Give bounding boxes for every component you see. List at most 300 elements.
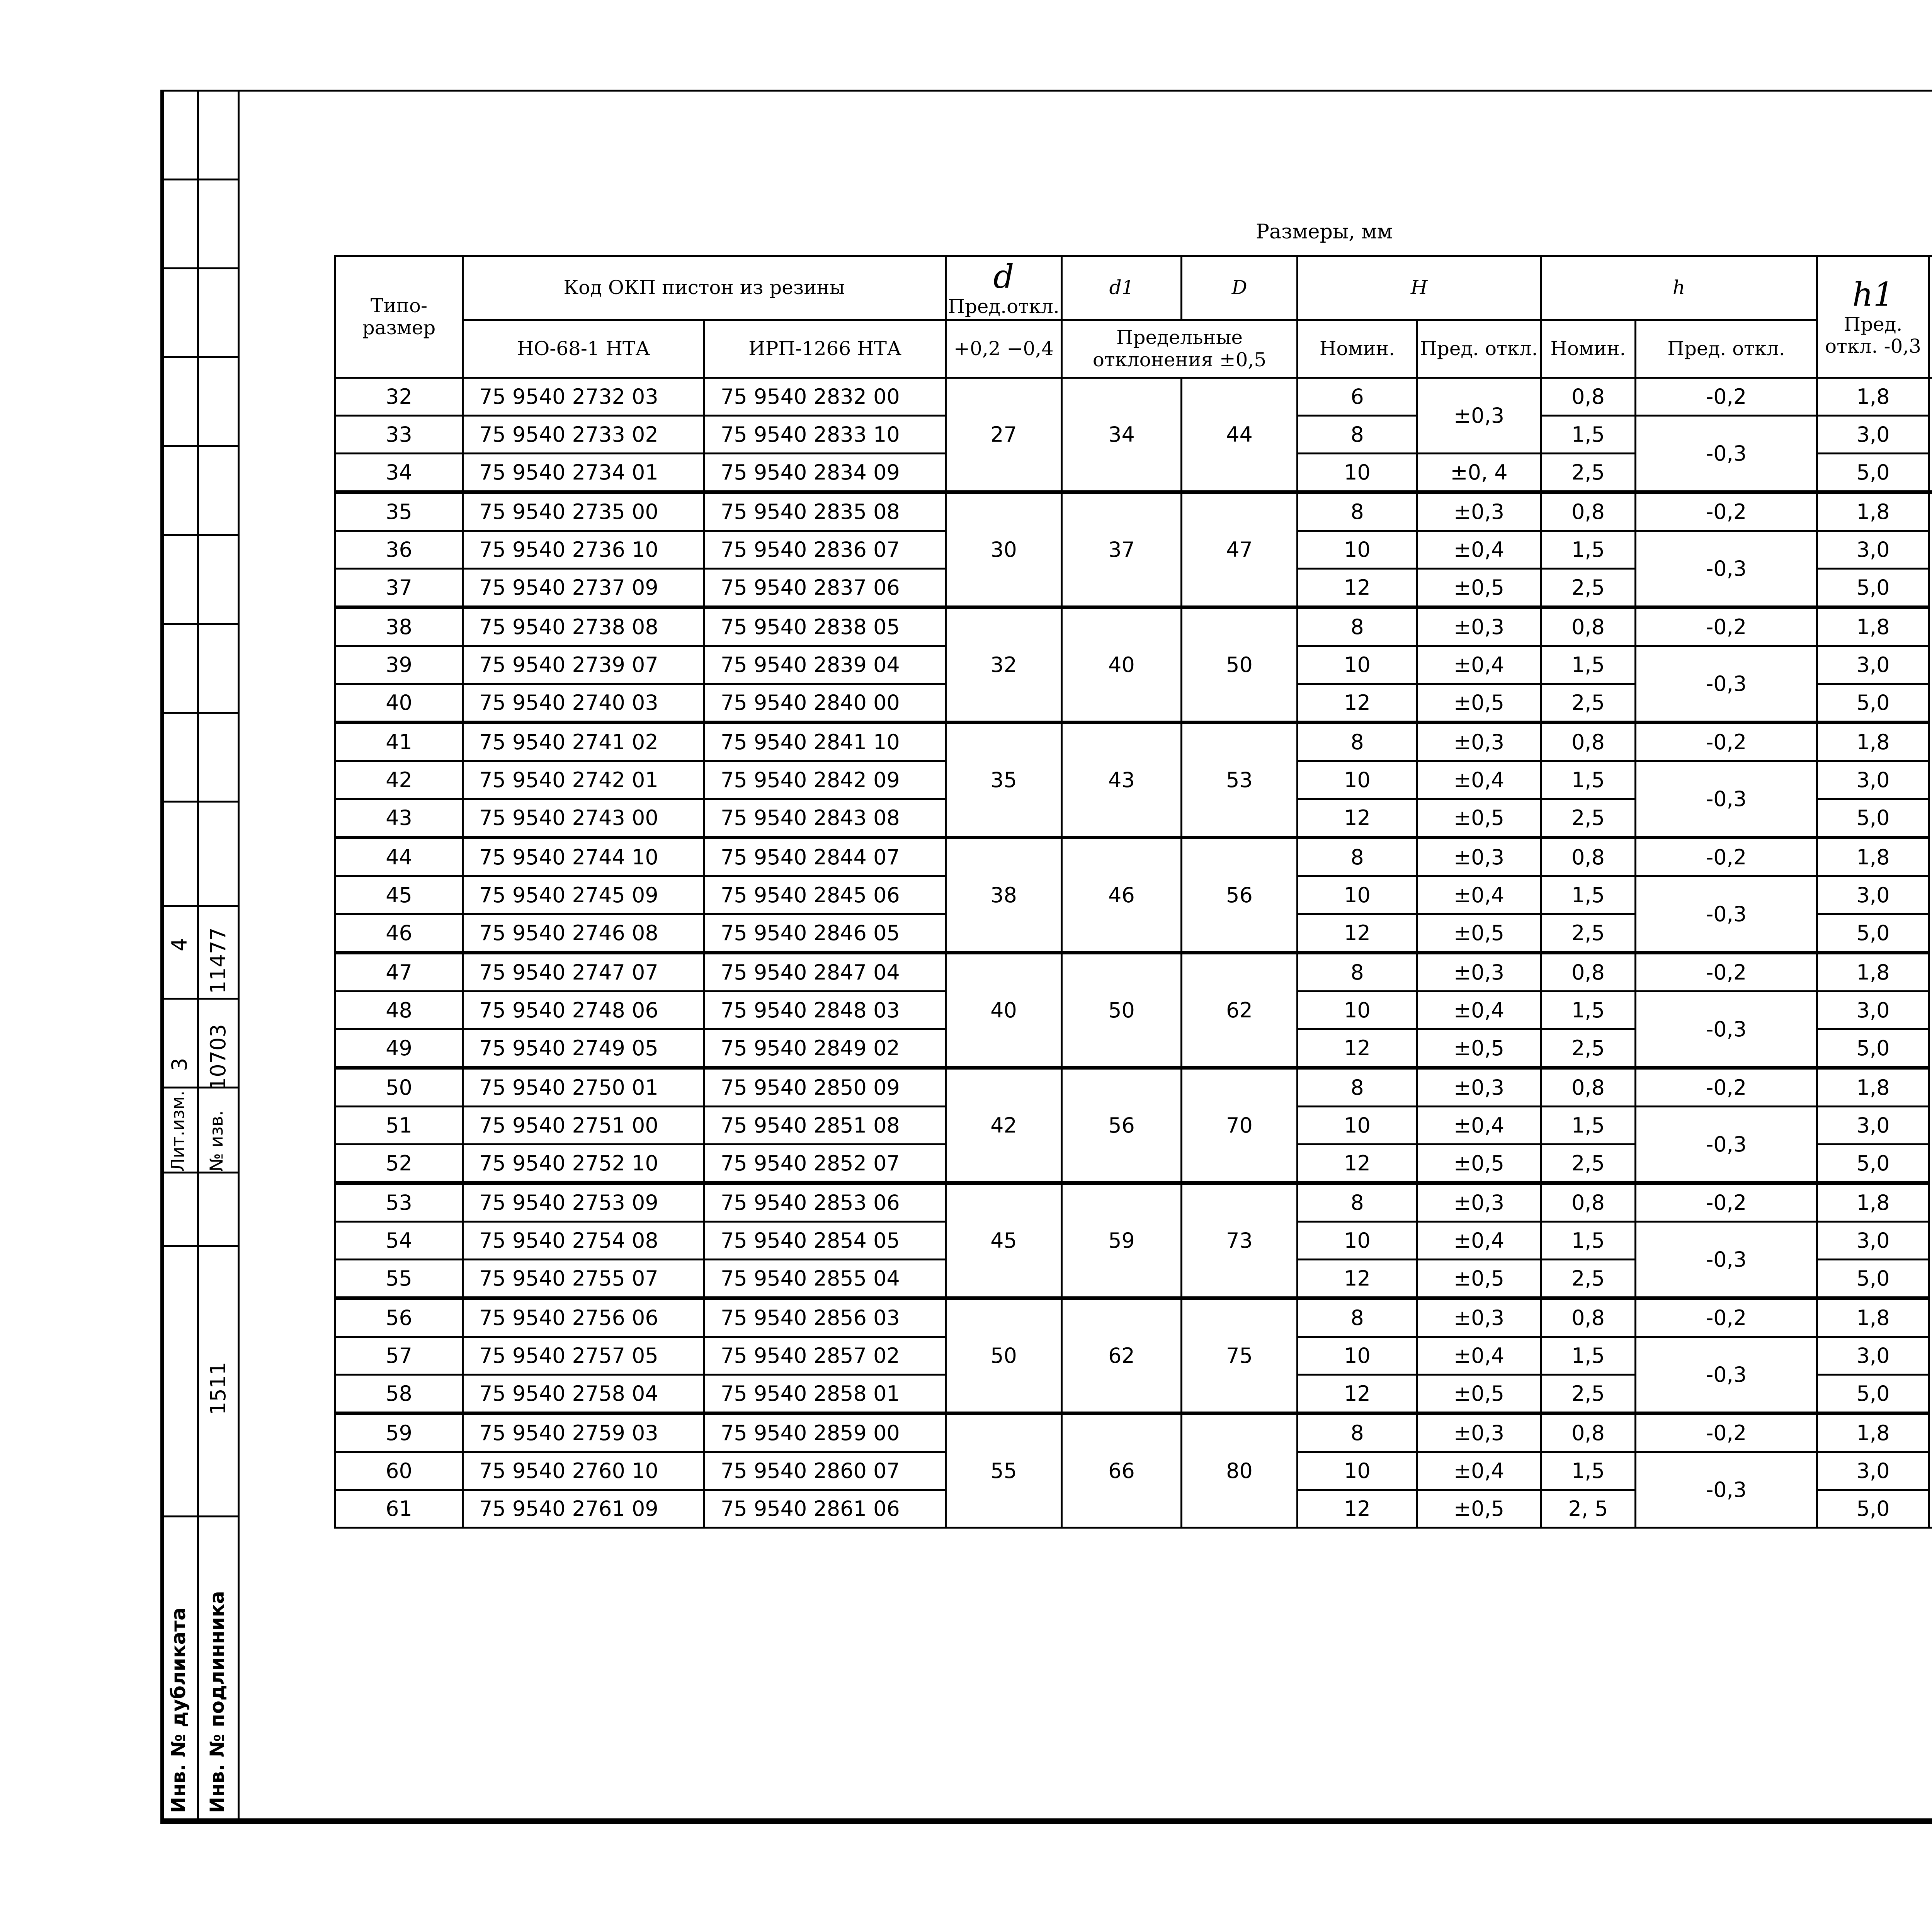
h-tol-cell: -0,2 [1636,1183,1817,1222]
H-tol-cell: ±0,3 [1417,1413,1541,1452]
h1-tol-cell: 3,0 [1817,1337,1929,1375]
okp-code-a-cell: 75 9540 2758 04 [463,1375,704,1413]
header-H-nom: Номин. [1298,320,1417,378]
tiporazmer-cell: 60 [335,1452,463,1490]
h-nom-cell: 2,5 [1541,799,1636,838]
dim-d-cell: 53 [1182,723,1298,838]
stamp-divider [160,534,240,536]
H-tol-cell: ±0,4 [1417,761,1541,799]
h-nom-cell: 0,8 [1541,953,1636,992]
stamp-divider [160,1172,240,1173]
izv-value: 10703 [206,1024,230,1090]
dim-d-cell: 80 [1182,1413,1298,1528]
okp-code-a-cell: 75 9540 2738 08 [463,607,704,646]
H-tol-cell: ±0,4 [1417,1107,1541,1145]
tiporazmer-cell: 59 [335,1413,463,1452]
okp-code-a-cell: 75 9540 2736 10 [463,531,704,569]
H-nom-cell: 12 [1298,1490,1417,1528]
inv-orig-label: Инв. № подлинника [206,1591,228,1813]
H-nom-cell: 8 [1298,1183,1417,1222]
H-nom-cell: 8 [1298,953,1417,992]
h-nom-cell: 2,5 [1541,1145,1636,1183]
okp-code-a-cell: 75 9540 2747 07 [463,953,704,992]
table-row [335,953,1932,992]
H-tol-cell: ±0,3 [1417,1068,1541,1107]
h1-tol-cell: 1,8 [1817,607,1929,646]
okp-code-b-cell: 75 9540 2837 06 [704,569,946,607]
H-tol-cell: ±0,5 [1417,1375,1541,1413]
tiporazmer-cell: 56 [335,1298,463,1337]
h1-tol-cell: 1,8 [1817,1298,1929,1337]
h1-tol-cell: 5,0 [1817,1260,1929,1298]
okp-code-b-cell: 75 9540 2857 02 [704,1337,946,1375]
okp-code-b-cell: 75 9540 2855 04 [704,1260,946,1298]
stamp-divider [160,267,240,269]
okp-code-a-cell: 75 9540 2740 03 [463,684,704,723]
stamp-divider [160,623,240,625]
H-nom-cell: 12 [1298,1260,1417,1298]
h-tol-cell: -0,3 [1636,992,1817,1068]
header-tiporazmer: Типо-размер [335,256,463,378]
okp-code-b-cell: 75 9540 2856 03 [704,1298,946,1337]
tiporazmer-cell: 38 [335,607,463,646]
okp-code-b-cell: 75 9540 2834 09 [704,454,946,492]
dim-d-cell: 32 [946,607,1062,723]
H-nom-cell: 10 [1298,646,1417,684]
dim-d-cell: 27 [946,378,1062,492]
tiporazmer-cell: 51 [335,1107,463,1145]
okp-code-b-cell: 75 9540 2852 07 [704,1145,946,1183]
okp-code-a-cell: 75 9540 2754 08 [463,1222,704,1260]
okp-code-a-cell: 75 9540 2761 09 [463,1490,704,1528]
inv-dup-label: Инв. № дубликата [167,1607,190,1813]
table-row [335,838,1932,876]
header-H-tol: Пред. откл. [1417,320,1541,378]
header-H: H [1298,256,1541,320]
dim-d1-cell: 56 [1062,1068,1182,1183]
H-tol-cell: ±0,3 [1417,492,1541,531]
stamp-divider [160,801,240,803]
h1-tol-cell: 3,0 [1817,531,1929,569]
okp-code-b-cell: 75 9540 2842 09 [704,761,946,799]
H-nom-cell: 12 [1298,569,1417,607]
stamp-divider [160,356,240,358]
okp-code-a-cell: 75 9540 2742 01 [463,761,704,799]
h-tol-cell: -0,3 [1636,761,1817,838]
h-nom-cell: 1,5 [1541,1452,1636,1490]
H-tol-cell: ±0,4 [1417,992,1541,1029]
H-nom-cell: 12 [1298,684,1417,723]
tiporazmer-cell: 47 [335,953,463,992]
h-nom-cell: 0,8 [1541,1413,1636,1452]
stamp-divider [197,90,199,1824]
h-nom-cell: 2,5 [1541,569,1636,607]
header-d-symbol: d [993,257,1014,296]
tiporazmer-cell: 37 [335,569,463,607]
h-nom-cell: 2,5 [1541,1260,1636,1298]
stamp-divider [160,1245,240,1247]
side-stamp [160,90,240,1824]
H-nom-cell: 10 [1298,992,1417,1029]
H-nom-cell: 8 [1298,1068,1417,1107]
h-nom-cell: 2,5 [1541,1029,1636,1068]
h-nom-cell: 2, 5 [1541,1490,1636,1528]
tiporazmer-cell: 46 [335,914,463,953]
okp-code-b-cell: 75 9540 2832 00 [704,378,946,416]
dim-d-cell: 35 [946,723,1062,838]
H-tol-cell: ±0,5 [1417,1145,1541,1183]
h-nom-cell: 2,5 [1541,1375,1636,1413]
table-row [335,1413,1932,1452]
tiporazmer-cell: 34 [335,454,463,492]
h-tol-cell: -0,3 [1636,1107,1817,1183]
header-d1: d1 [1062,256,1182,320]
H-tol-cell: ±0,3 [1417,838,1541,876]
okp-code-b-cell: 75 9540 2846 05 [704,914,946,953]
okp-code-a-cell: 75 9540 2750 01 [463,1068,704,1107]
H-nom-cell: 10 [1298,1337,1417,1375]
dim-d-cell: 56 [1182,838,1298,953]
header-D: D [1182,256,1298,320]
H-tol-cell: ±0,3 [1417,953,1541,992]
H-nom-cell: 10 [1298,761,1417,799]
H-nom-cell: 12 [1298,1145,1417,1183]
lit-izm-label: Лит.изм. [167,1090,188,1172]
dim-d1-cell: 34 [1062,378,1182,492]
header-h-tol: Пред. откл. [1636,320,1817,378]
okp-code-a-cell: 75 9540 2752 10 [463,1145,704,1183]
h-nom-cell: 1,5 [1541,531,1636,569]
H-tol-cell: ±0,3 [1417,1298,1541,1337]
okp-code-a-cell: 75 9540 2757 05 [463,1337,704,1375]
H-nom-cell: 8 [1298,838,1417,876]
tiporazmer-cell: 53 [335,1183,463,1222]
h1-tol-cell: 3,0 [1817,646,1929,684]
dim-d-cell: 42 [946,1068,1062,1183]
h-nom-cell: 0,8 [1541,378,1636,416]
dim-d-cell: 44 [1182,378,1298,492]
okp-code-a-cell: 75 9540 2753 09 [463,1183,704,1222]
tiporazmer-cell: 39 [335,646,463,684]
H-tol-cell: ±0,5 [1417,1260,1541,1298]
h1-tol-cell: 1,8 [1817,838,1929,876]
tiporazmer-cell: 48 [335,992,463,1029]
header-r-symbol [1930,276,1932,313]
h-tol-cell: -0,3 [1636,416,1817,492]
h-nom-cell: 0,8 [1541,1068,1636,1107]
h-tol-cell: -0,2 [1636,838,1817,876]
h-nom-cell: 2,5 [1541,914,1636,953]
h1-tol-cell: 5,0 [1817,1029,1929,1068]
okp-code-a-cell: 75 9540 2735 00 [463,492,704,531]
tiporazmer-cell: 58 [335,1375,463,1413]
okp-code-a-cell: 75 9540 2760 10 [463,1452,704,1490]
tiporazmer-cell: 52 [335,1145,463,1183]
H-nom-cell: 10 [1298,531,1417,569]
okp-code-b-cell: 75 9540 2843 08 [704,799,946,838]
tiporazmer-cell: 43 [335,799,463,838]
dim-d1-cell: 62 [1062,1298,1182,1413]
stamp-divider [160,998,240,1000]
header-r-tol [1930,313,1932,358]
tiporazmer-cell: 44 [335,838,463,876]
okp-code-a-cell: 75 9540 2749 05 [463,1029,704,1068]
okp-code-b-cell: 75 9540 2844 07 [704,838,946,876]
H-nom-cell: 10 [1298,876,1417,914]
h1-tol-cell: 1,8 [1817,378,1929,416]
okp-code-b-cell: 75 9540 2854 05 [704,1222,946,1260]
H-tol-cell: ±0,4 [1417,646,1541,684]
table-row [335,492,1932,531]
h-nom-cell: 1,5 [1541,646,1636,684]
H-tol-cell: ±0,5 [1417,1490,1541,1528]
h-nom-cell: 1,5 [1541,992,1636,1029]
h1-tol-cell: 1,8 [1817,953,1929,992]
h1-tol-cell: 3,0 [1817,1107,1929,1145]
H-nom-cell: 10 [1298,454,1417,492]
H-nom-cell: 8 [1298,416,1417,454]
h1-tol-cell: 1,8 [1817,1068,1929,1107]
H-nom-cell: 10 [1298,1222,1417,1260]
H-tol-cell: ±0,5 [1417,569,1541,607]
header-h1 [1817,256,1929,378]
header-okp-a: НО-68-1 НТА [463,320,704,378]
dim-d-cell: 50 [946,1298,1062,1413]
h-nom-cell: 0,8 [1541,838,1636,876]
table-row [335,1183,1932,1222]
tiporazmer-cell: 50 [335,1068,463,1107]
tiporazmer-cell: 33 [335,416,463,454]
okp-code-b-cell: 75 9540 2835 08 [704,492,946,531]
h1-tol-cell: 1,8 [1817,1413,1929,1452]
okp-code-b-cell: 75 9540 2833 10 [704,416,946,454]
okp-code-b-cell: 75 9540 2858 01 [704,1375,946,1413]
h-nom-cell: 1,5 [1541,876,1636,914]
h1-tol-cell: 5,0 [1817,914,1929,953]
H-tol-cell: ±0,5 [1417,799,1541,838]
tiporazmer-cell: 54 [335,1222,463,1260]
izv-value: 11477 [206,927,230,994]
h1-tol-cell: 3,0 [1817,761,1929,799]
no-izv-label: № изв. [206,1110,227,1172]
okp-code-b-cell: 75 9540 2849 02 [704,1029,946,1068]
dim-d1-cell: 59 [1062,1183,1182,1298]
table-row [335,607,1932,646]
table-row [335,723,1932,761]
H-tol-cell: ±0,4 [1417,1452,1541,1490]
okp-code-b-cell: 75 9540 2850 09 [704,1068,946,1107]
h1-tol-cell: 3,0 [1817,876,1929,914]
h1-tol-cell: 5,0 [1817,1375,1929,1413]
stamp-divider [160,445,240,447]
H-tol-cell: ±0,4 [1417,1337,1541,1375]
lit-value: 4 [167,938,192,951]
h1-tol-cell: 1,8 [1817,1183,1929,1222]
okp-code-b-cell: 75 9540 2860 07 [704,1452,946,1490]
okp-code-b-cell: 75 9540 2839 04 [704,646,946,684]
h1-tol-cell: 5,0 [1817,799,1929,838]
okp-code-a-cell: 75 9540 2743 00 [463,799,704,838]
okp-code-b-cell: 75 9540 2848 03 [704,992,946,1029]
okp-code-a-cell: 75 9540 2739 07 [463,646,704,684]
okp-code-b-cell: 75 9540 2838 05 [704,607,946,646]
dim-d1-cell: 66 [1062,1413,1182,1528]
okp-code-b-cell: 75 9540 2845 06 [704,876,946,914]
okp-code-a-cell: 75 9540 2745 09 [463,876,704,914]
dimensions-table [334,255,1932,1529]
H-tol-cell: ±0,3 [1417,607,1541,646]
dim-d-cell: 62 [1182,953,1298,1068]
H-tol-cell: ±0,3 [1417,1183,1541,1222]
header-d-tol-label: Пред.откл. [948,295,1060,318]
tiporazmer-cell: 40 [335,684,463,723]
H-tol-cell: ±0, 4 [1417,454,1541,492]
tiporazmer-cell: 42 [335,761,463,799]
H-tol-cell: ±0,5 [1417,1029,1541,1068]
dim-d-cell: 40 [946,953,1062,1068]
h-tol-cell: -0,3 [1636,646,1817,723]
H-nom-cell: 12 [1298,1029,1417,1068]
tiporazmer-cell: 35 [335,492,463,531]
H-tol-cell: ±0,4 [1417,1222,1541,1260]
H-tol-cell: ±0,5 [1417,684,1541,723]
h-nom-cell: 1,5 [1541,416,1636,454]
dim-d1-cell: 40 [1062,607,1182,723]
H-nom-cell: 12 [1298,1375,1417,1413]
okp-code-b-cell: 75 9540 2861 06 [704,1490,946,1528]
dim-d1-cell: 46 [1062,838,1182,953]
lit-value: 3 [167,1058,192,1071]
h1-tol-cell: 1,8 [1817,492,1929,531]
H-nom-cell: 6 [1298,378,1417,416]
okp-code-a-cell: 75 9540 2748 06 [463,992,704,1029]
okp-code-a-cell: 75 9540 2737 09 [463,569,704,607]
h-tol-cell: -0,2 [1636,1413,1817,1452]
r-value-cell [1929,492,1932,1528]
h-tol-cell: -0,3 [1636,1222,1817,1298]
h-tol-cell: -0,2 [1636,723,1817,761]
table-row [335,378,1932,416]
h-nom-cell: 1,5 [1541,1107,1636,1145]
h1-tol-cell: 5,0 [1817,1145,1929,1183]
dim-d-cell: 75 [1182,1298,1298,1413]
okp-code-a-cell: 75 9540 2755 07 [463,1260,704,1298]
header-h-nom: Номин. [1541,320,1636,378]
h-nom-cell: 1,5 [1541,1222,1636,1260]
stamp-divider [160,179,240,180]
tiporazmer-cell: 57 [335,1337,463,1375]
h-tol-cell: -0,3 [1636,1452,1817,1528]
dim-d-cell: 70 [1182,1068,1298,1183]
H-tol-cell: ±0,5 [1417,914,1541,953]
h-nom-cell: 1,5 [1541,1337,1636,1375]
okp-code-b-cell: 75 9540 2859 00 [704,1413,946,1452]
dim-d1-cell: 50 [1062,953,1182,1068]
header-r [1929,256,1932,378]
H-tol-cell: ±0,4 [1417,531,1541,569]
okp-code-a-cell: 75 9540 2756 06 [463,1298,704,1337]
h-nom-cell: 1,5 [1541,761,1636,799]
okp-code-b-cell: 75 9540 2853 06 [704,1183,946,1222]
header-h: h [1541,256,1817,320]
h1-tol-cell: 3,0 [1817,1222,1929,1260]
okp-code-b-cell: 75 9540 2840 00 [704,684,946,723]
tiporazmer-cell: 36 [335,531,463,569]
H-nom-cell: 8 [1298,1298,1417,1337]
h-tol-cell: -0,3 [1636,531,1817,607]
okp-code-a-cell: 75 9540 2741 02 [463,723,704,761]
h1-tol-cell: 5,0 [1817,684,1929,723]
h-nom-cell: 0,8 [1541,1183,1636,1222]
header-okp: Код ОКП пистон из резины [463,256,946,320]
h-nom-cell: 0,8 [1541,1298,1636,1337]
h1-tol-cell: 5,0 [1817,454,1929,492]
okp-code-a-cell: 75 9540 2744 10 [463,838,704,876]
h-tol-cell: -0,2 [1636,607,1817,646]
h1-tol-cell: 1,8 [1817,723,1929,761]
okp-code-b-cell: 75 9540 2851 08 [704,1107,946,1145]
okp-code-b-cell: 75 9540 2836 07 [704,531,946,569]
dim-d-cell: 55 [946,1413,1062,1528]
H-nom-cell: 10 [1298,1452,1417,1490]
tiporazmer-cell: 49 [335,1029,463,1068]
H-nom-cell: 8 [1298,607,1417,646]
tiporazmer-cell: 55 [335,1260,463,1298]
dim-d1-cell: 43 [1062,723,1182,838]
stamp-divider [238,90,240,1824]
stamp-divider [160,1515,240,1517]
H-nom-cell: 8 [1298,1413,1417,1452]
tiporazmer-cell: 61 [335,1490,463,1528]
okp-code-a-cell: 75 9540 2751 00 [463,1107,704,1145]
h1-tol-cell: 5,0 [1817,569,1929,607]
h-tol-cell: -0,2 [1636,1068,1817,1107]
table-row [335,1068,1932,1107]
h-nom-cell: 0,8 [1541,607,1636,646]
h1-tol-cell: 3,0 [1817,1452,1929,1490]
header-d-tol: +0,2 −0,4 [946,320,1062,378]
header-h1-symbol: h1 [1852,276,1894,314]
h1-tol-cell: 5,0 [1817,1490,1929,1528]
h-tol-cell: -0,2 [1636,492,1817,531]
H-nom-cell: 10 [1298,1107,1417,1145]
okp-code-a-cell: 75 9540 2759 03 [463,1413,704,1452]
h-tol-cell: -0,2 [1636,953,1817,992]
h-nom-cell: 0,8 [1541,492,1636,531]
H-tol-cell: ±0,3 [1417,723,1541,761]
header-d [946,256,1062,320]
H-tol-cell: ±0,4 [1417,876,1541,914]
table-body [335,378,1932,1528]
h1-tol-cell: 3,0 [1817,416,1929,454]
header-d1D-tol: Предельные отклонения ±0,5 [1062,320,1298,378]
stamp-divider [160,905,240,907]
okp-code-a-cell: 75 9540 2734 01 [463,454,704,492]
dim-d-cell: 50 [1182,607,1298,723]
h-tol-cell: -0,3 [1636,876,1817,953]
h-nom-cell: 2,5 [1541,454,1636,492]
h-tol-cell: -0,2 [1636,378,1817,416]
dim-d-cell: 30 [946,492,1062,607]
H-tol-cell: ±0,3 [1417,378,1541,454]
r-value-cell [1929,378,1932,492]
dim-d-cell: 38 [946,838,1062,953]
dim-d-cell: 47 [1182,492,1298,607]
okp-code-a-cell: 75 9540 2733 02 [463,416,704,454]
H-nom-cell: 12 [1298,914,1417,953]
tiporazmer-cell: 41 [335,723,463,761]
H-nom-cell: 8 [1298,492,1417,531]
